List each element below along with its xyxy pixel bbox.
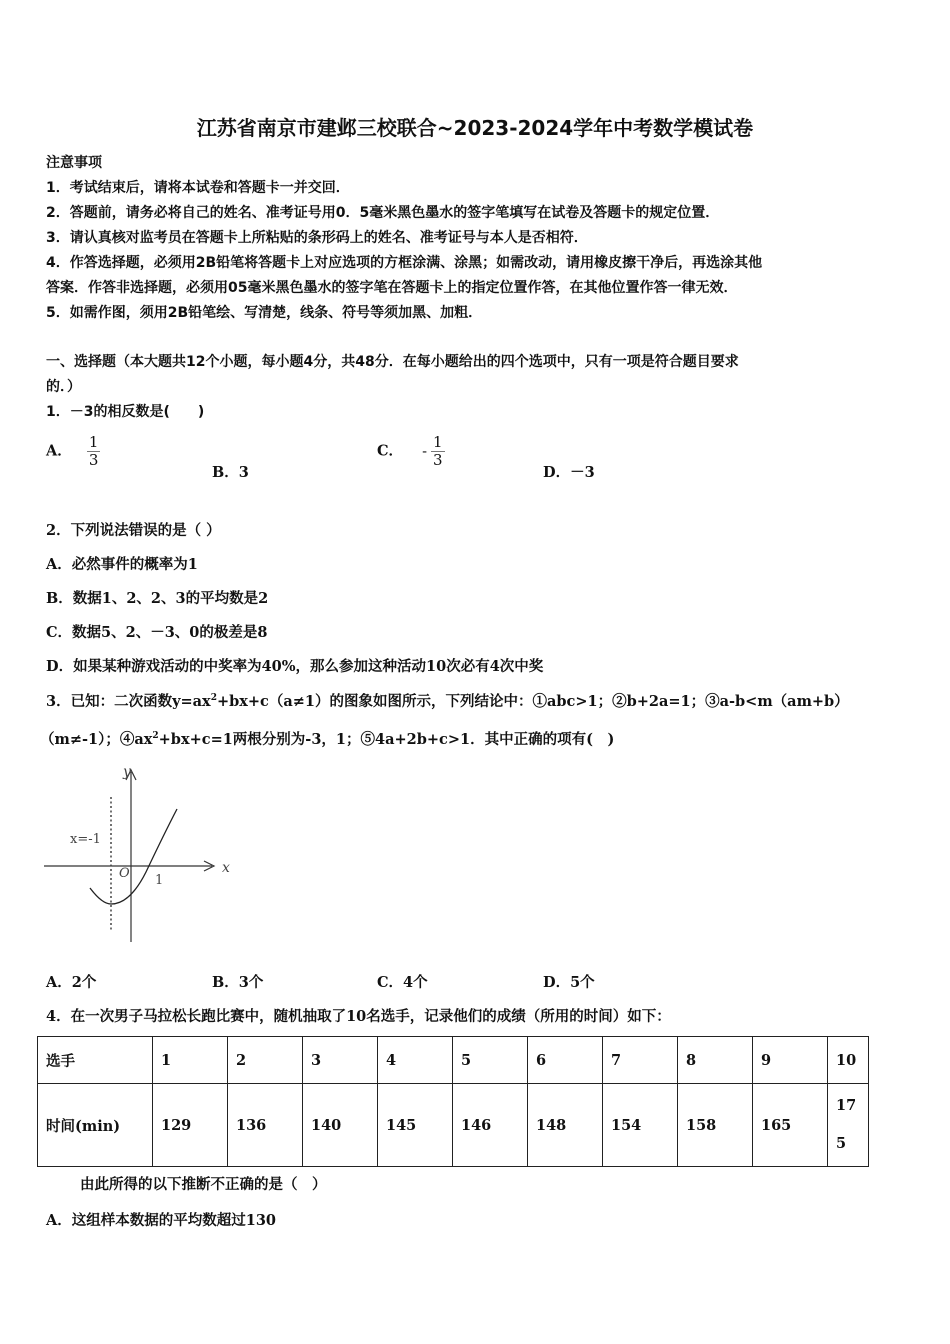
parabola-graph xyxy=(40,762,240,951)
table-row-players xyxy=(38,1037,869,1084)
fraction xyxy=(87,434,101,469)
table-cell: 129 xyxy=(153,1084,228,1167)
table-cell: 140 xyxy=(303,1084,378,1167)
option-label: A． xyxy=(46,442,72,460)
table-cell: 6 xyxy=(528,1037,603,1084)
origin-label: O xyxy=(119,866,130,881)
superscript: 2 xyxy=(152,731,159,742)
marathon-times-table xyxy=(37,1036,869,1167)
stem-text: +bx+c（a≠1）的图象如图所示，下列结论中：①abc>1；②b+2a=1；③a-b<m（am+b） xyxy=(216,693,849,710)
table-cell: 165 xyxy=(753,1084,828,1167)
question-1-stem: 1．－3的相反数是( ) xyxy=(46,404,205,420)
table-cell: 175 xyxy=(828,1084,869,1167)
table-cell: 146 xyxy=(453,1084,528,1167)
row-header: 时间(min) xyxy=(38,1084,153,1167)
root-label: 1 xyxy=(155,873,164,888)
table-cell: 4 xyxy=(378,1037,453,1084)
stem-text: 3．已知：二次函数y=ax xyxy=(46,693,211,710)
x-axis-label: x xyxy=(222,860,230,876)
numerator: 1 xyxy=(88,433,99,451)
question-4-followup: 由此所得的以下推断不正确的是（ ） xyxy=(80,1176,327,1193)
table-cell: 9 xyxy=(753,1037,828,1084)
exam-title: 江苏省南京市建邺三校联合~2023-2024学年中考数学模试卷 xyxy=(196,116,754,140)
question-2-stem: 2．下列说法错误的是（ ） xyxy=(46,522,221,539)
table-cell: 8 xyxy=(678,1037,753,1084)
table-cell: 136 xyxy=(228,1084,303,1167)
question-3-stem-line1 xyxy=(46,690,849,711)
table-cell: 1 xyxy=(153,1037,228,1084)
table-cell: 5 xyxy=(453,1037,528,1084)
table-cell: 148 xyxy=(528,1084,603,1167)
table-cell: 154 xyxy=(603,1084,678,1167)
table-row-times xyxy=(38,1084,869,1167)
q1-option-c xyxy=(377,434,445,469)
q1-option-a xyxy=(46,434,100,469)
parabola-graph-svg xyxy=(40,762,240,947)
symmetry-axis-label: x=-1 xyxy=(70,832,101,847)
notice-item-1: 1．考试结束后，请将本试卷和答题卡一并交回． xyxy=(46,180,350,196)
table-cell: 158 xyxy=(678,1084,753,1167)
q3-option-c: C．4个 xyxy=(377,974,428,991)
notice-heading: 注意事项 xyxy=(46,155,102,171)
row-header: 选手 xyxy=(38,1037,153,1084)
q4-option-a: A．这组样本数据的平均数超过130 xyxy=(46,1212,277,1229)
section-heading-cont: 的．） xyxy=(46,379,81,395)
q1-option-d: D．－3 xyxy=(543,464,595,481)
q2-option-c: C．数据5、2、－3、0的极差是8 xyxy=(46,624,268,641)
q2-option-b: B．数据1、2、2、3的平均数是2 xyxy=(46,590,269,607)
stem-text: +bx+c=1两根分别为-3，1；⑤4a+2b+c>1．其中正确的项有( ) xyxy=(158,731,615,748)
minus-sign: - xyxy=(422,443,428,460)
question-4-stem: 4．在一次男子马拉松长跑比赛中，随机抽取了10名选手，记录他们的成绩（所用的时间）如下： xyxy=(46,1008,671,1025)
q3-option-a: A．2个 xyxy=(46,974,97,991)
table-cell: 2 xyxy=(228,1037,303,1084)
notice-item-2: 2．答题前，请务必将自己的姓名、准考证号用0．5毫米黑色墨水的签字笔填写在试卷及答题卡的规定位置． xyxy=(46,205,720,221)
denominator: 3 xyxy=(433,451,443,469)
table-cell: 7 xyxy=(603,1037,678,1084)
y-axis-label: y xyxy=(123,764,131,780)
denominator: 3 xyxy=(88,451,99,469)
fraction xyxy=(431,434,445,469)
option-label: C． xyxy=(377,442,404,460)
table-cell: 3 xyxy=(303,1037,378,1084)
q3-option-b: B．3个 xyxy=(212,974,264,991)
numerator: 1 xyxy=(433,433,443,451)
stem-text: （m≠-1）；④ax xyxy=(40,731,153,748)
section-heading: 一、选择题（本大题共12个小题，每小题4分，共48分．在每小题给出的四个选项中，只有一项是符合题目要求 xyxy=(46,354,739,370)
q1-option-b: B．3 xyxy=(212,464,249,481)
q2-option-a: A．必然事件的概率为1 xyxy=(46,556,198,573)
notice-item-4-cont: 答案．作答非选择题，必须用05毫米黑色墨水的签字笔在答题卡上的指定位置作答，在其他位置作答一律无效． xyxy=(46,280,738,296)
q3-option-d: D．5个 xyxy=(543,974,595,991)
notice-item-3: 3．请认真核对监考员在答题卡上所粘贴的条形码上的姓名、准考证号与本人是否相符． xyxy=(46,230,588,246)
question-3-stem-line2 xyxy=(40,728,614,749)
notice-item-4: 4．作答选择题，必须用2B铅笔将答题卡上对应选项的方框涂满、涂黑；如需改动，请用橡皮擦干净后，再选涂其他 xyxy=(46,255,763,271)
table-cell: 10 xyxy=(828,1037,869,1084)
table-cell: 145 xyxy=(378,1084,453,1167)
q2-option-d: D．如果某种游戏活动的中奖率为40%，那么参加这种活动10次必有4次中奖 xyxy=(46,658,544,675)
notice-item-5: 5．如需作图，须用2B铅笔绘、写清楚，线条、符号等须加黑、加粗． xyxy=(46,305,483,321)
superscript: 2 xyxy=(210,693,217,704)
